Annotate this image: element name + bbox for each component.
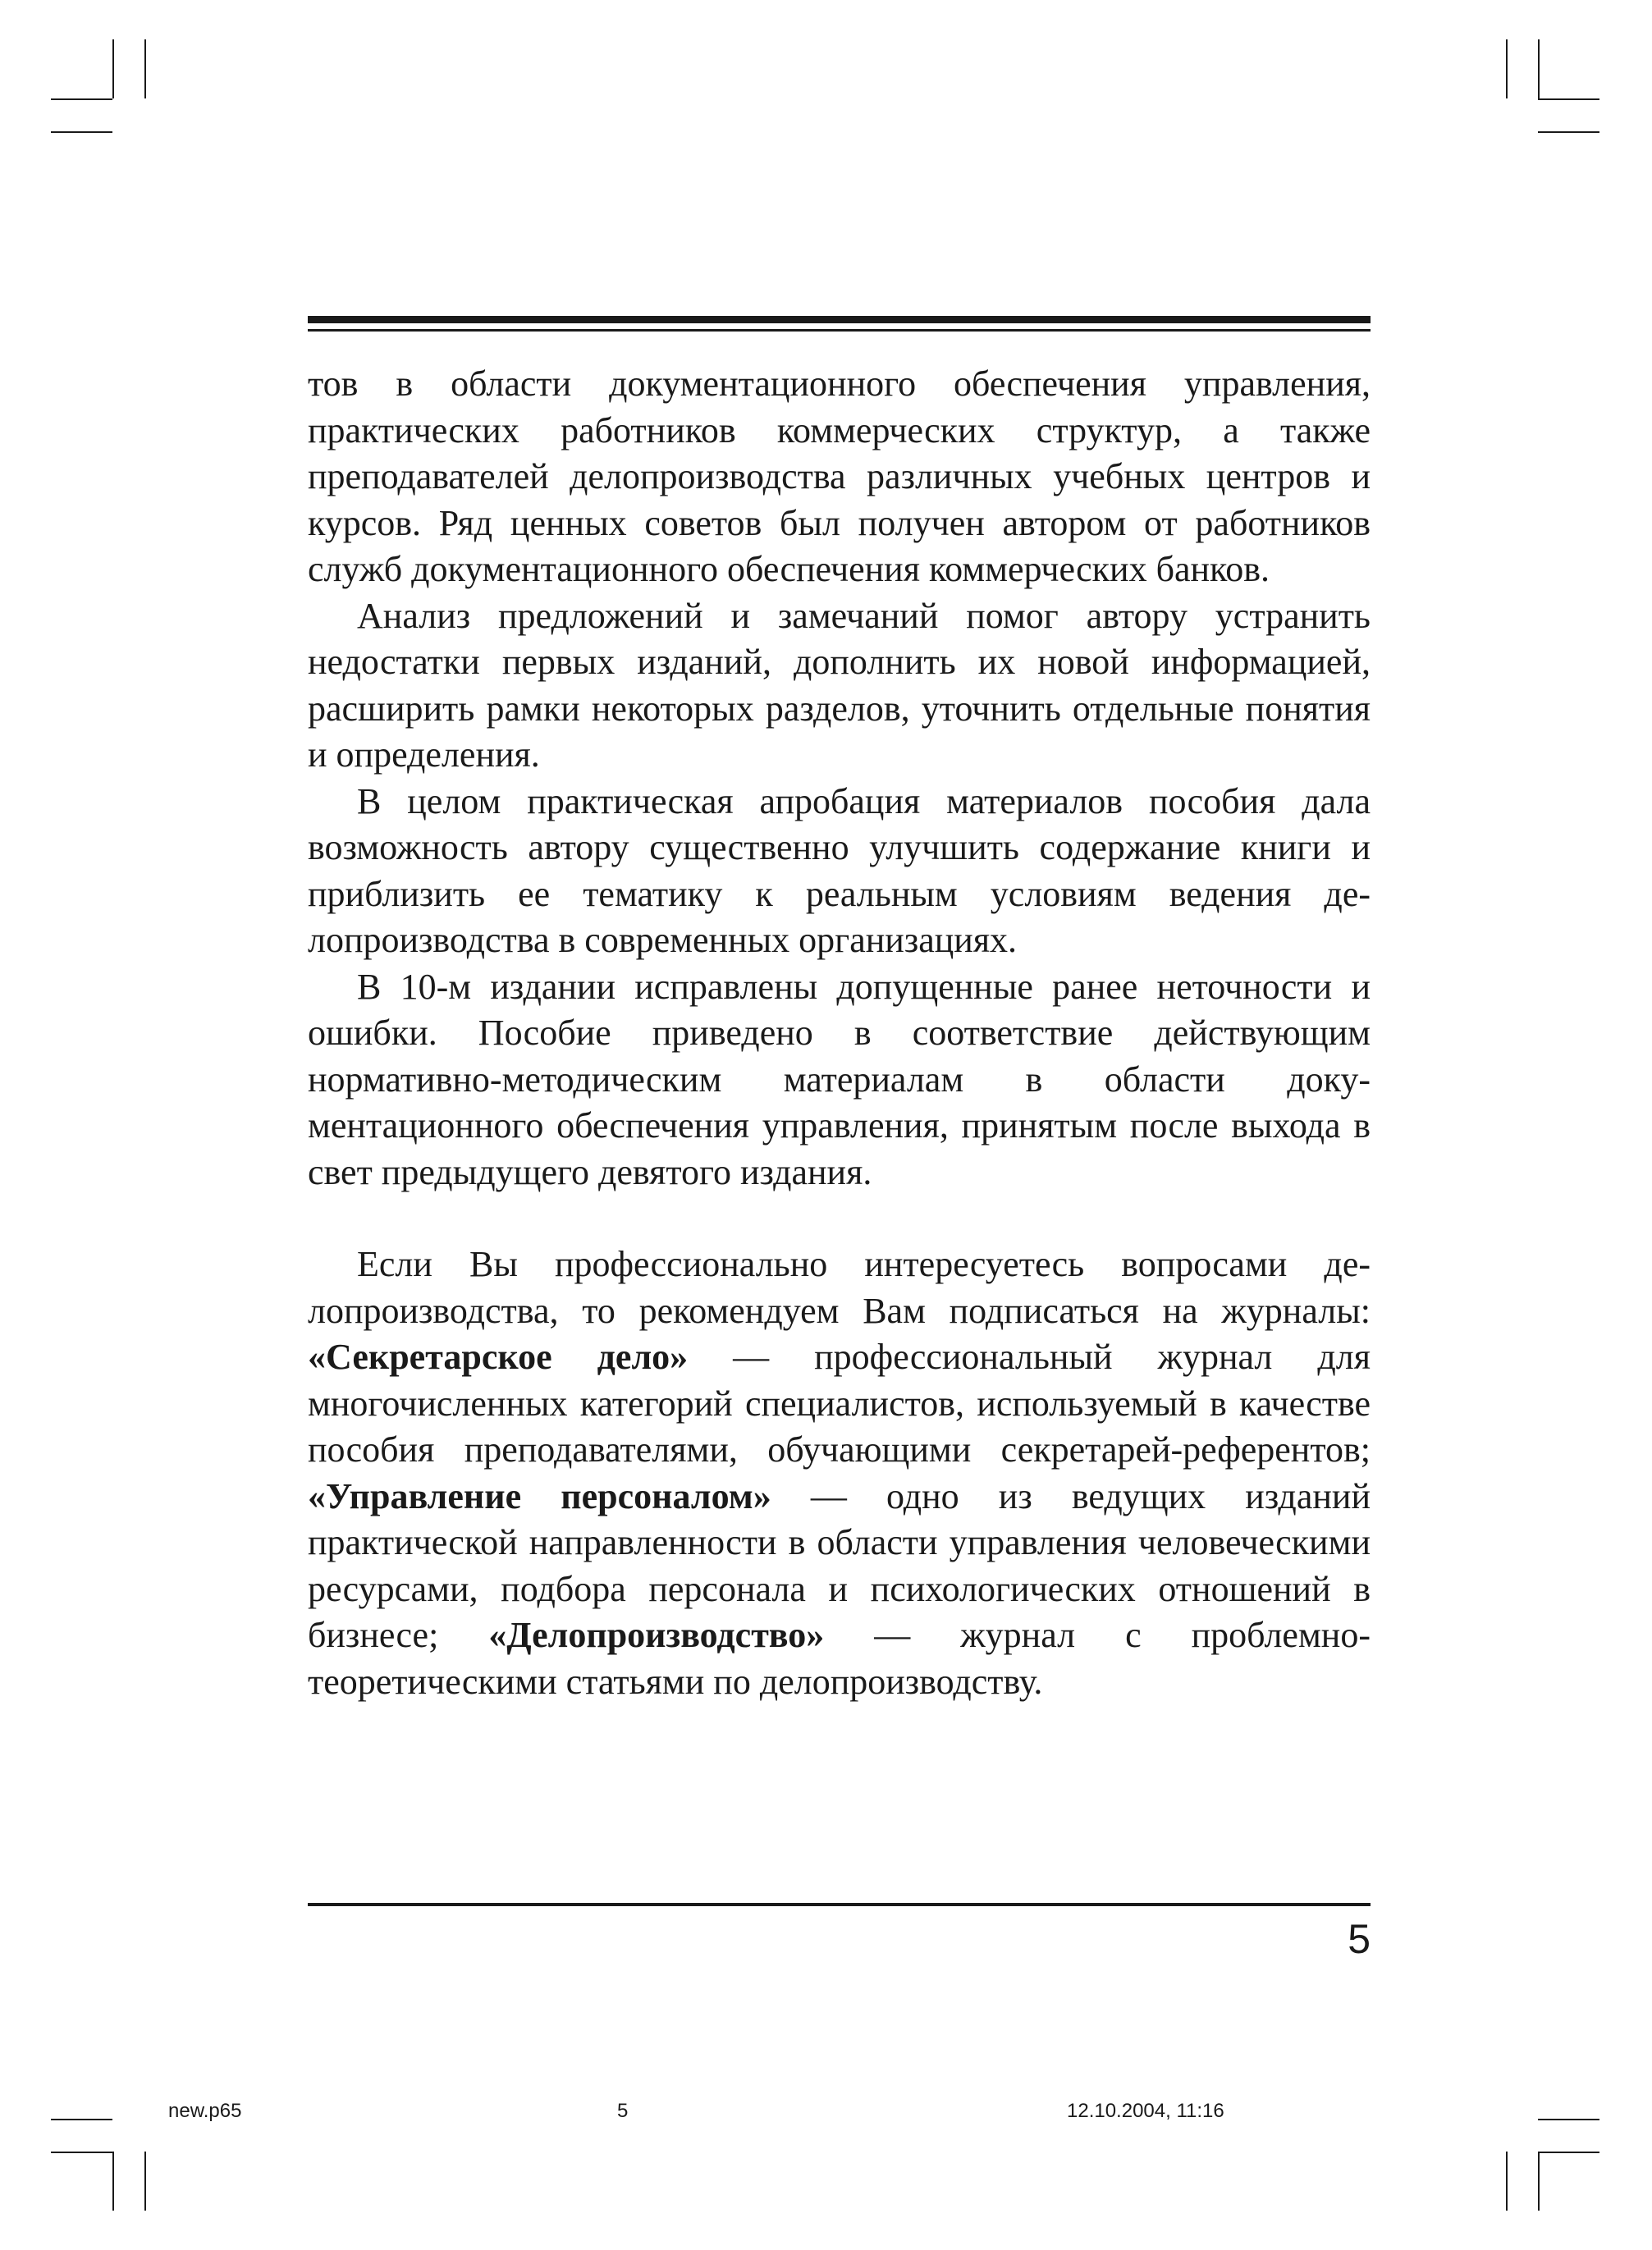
crop-mark	[1538, 2119, 1599, 2120]
journals-intro: Если Вы профессионально интересуетесь вопросами делопроизводства, то рекомендуем Вам подписаться на журналы:	[308, 1244, 1371, 1331]
journal-title: «Управление персоналом»	[308, 1475, 771, 1516]
crop-mark	[144, 39, 146, 98]
journals-paragraph	[308, 1242, 1371, 1705]
header-rule-thin	[308, 329, 1371, 332]
crop-mark	[1538, 98, 1599, 100]
crop-mark	[112, 2152, 114, 2211]
body-text	[308, 361, 1371, 1705]
slug-timestamp: 12.10.2004, 11:16	[1067, 2100, 1224, 2122]
journal-description: — профессиональный журнал для многочисленных категорий специалистов, используемый в качестве пособия преподавателями, обучающими секретарей-референтов;	[308, 1337, 1371, 1470]
paragraph: тов в области документационного обеспечения управления, практических работников коммерческих структур, а также преподавателей делопроизводства различных учебных центров и курсов. Ряд ценных советов был получен автором от работников служб документационного обеспечения коммерческих банков.	[308, 364, 1371, 589]
journal-title: «Делопроизводство»	[488, 1615, 825, 1655]
crop-mark	[51, 2119, 112, 2120]
crop-mark	[144, 2152, 146, 2211]
crop-mark	[1538, 131, 1599, 133]
crop-mark	[1506, 2152, 1508, 2211]
journal-description: — одно из ведущих изданий практической направленности в области управления человеческими ресурсами, подбора персонала и психологических отношений в бизнесе;	[308, 1475, 1371, 1655]
slug-filename: new.p65	[168, 2100, 242, 2122]
header-rule-thick	[308, 316, 1371, 323]
crop-mark	[51, 2152, 112, 2153]
page-number: 5	[1348, 1916, 1371, 1962]
journal-description: — журнал с проблемно-теоретическими статьями по делопроизводству.	[308, 1615, 1371, 1702]
crop-mark	[1538, 2152, 1540, 2211]
paragraph: В целом практическая апробация материалов пособия дала возможность автору существенно улучшить содержание книги и приблизить ее тематику к реальным условиям ведения делопроизводства в современных организациях.	[308, 780, 1371, 960]
crop-mark	[1506, 39, 1508, 98]
footer-rule	[308, 1903, 1371, 1906]
slug-page: 5	[617, 2100, 629, 2122]
crop-mark	[51, 131, 112, 133]
crop-mark	[112, 39, 114, 98]
journal-title: «Секретарское дело»	[308, 1337, 689, 1377]
crop-mark	[1538, 39, 1540, 98]
crop-mark	[51, 98, 112, 100]
paragraph: В 10-м издании исправлены допущенные ранее неточности и ошибки. Пособие приведено в соответствие действующим нормативно-методическим материалам в области документационного обеспечения управления, принятым после выхода в свет предыдущего девятого издания.	[308, 966, 1371, 1192]
crop-mark	[1538, 2152, 1599, 2153]
paragraph: Анализ предложений и замечаний помог автору устранить недостатки первых изданий, дополнить их новой информацией, расширить рамки некоторых разделов, уточнить отдельные понятия и определения.	[308, 595, 1371, 775]
